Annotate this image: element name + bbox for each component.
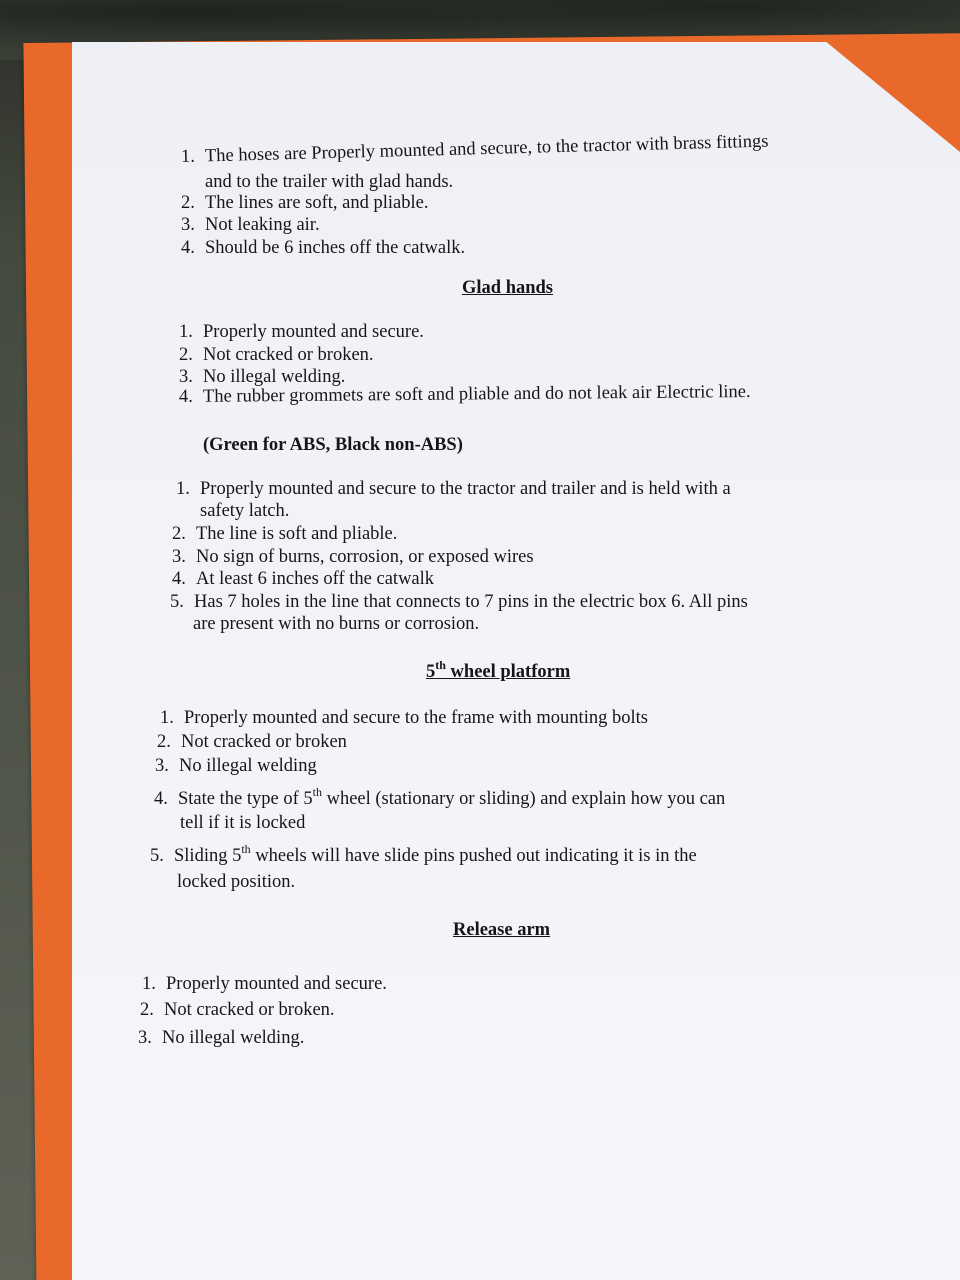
list-item: 1. The hoses are Properly mounted and secure, to the tractor with brass fittings bbox=[180, 131, 769, 167]
fifth-wheel-heading: 5th wheel platform bbox=[426, 658, 571, 682]
list-item: 3. No illegal welding. bbox=[138, 1028, 305, 1048]
list-item-continuation: safety latch. bbox=[200, 501, 290, 521]
list-item-continuation: and to the trailer with glad hands. bbox=[205, 172, 454, 192]
list-item: 1. Properly mounted and secure to the frame with mounting bolts bbox=[160, 708, 648, 728]
list-item: 5. Sliding 5th wheels will have slide pins pushed out indicating it is in the bbox=[150, 842, 697, 866]
list-item-continuation: tell if it is locked bbox=[180, 813, 306, 833]
list-item: 3. No sign of burns, corrosion, or exposed wires bbox=[172, 547, 534, 567]
list-item: 2. Not cracked or broken. bbox=[140, 1000, 335, 1020]
list-item: 1. Properly mounted and secure. bbox=[142, 974, 387, 994]
list-item: 2. Not cracked or broken bbox=[157, 732, 347, 752]
list-item: 3. No illegal welding. bbox=[179, 367, 346, 387]
list-item: 4. State the type of 5th wheel (stationary or sliding) and explain how you can bbox=[154, 785, 726, 809]
list-item: 2. Not cracked or broken. bbox=[179, 345, 374, 365]
electric-line-subheading: (Green for ABS, Black non-ABS) bbox=[203, 435, 463, 455]
list-item: 4. The rubber grommets are soft and pliable and do not leak air Electric line. bbox=[178, 382, 751, 407]
list-item-continuation: are present with no burns or corrosion. bbox=[193, 614, 480, 634]
list-item-continuation: locked position. bbox=[177, 872, 296, 892]
list-item: 4. Should be 6 inches off the catwalk. bbox=[181, 238, 466, 258]
list-item: 1. Properly mounted and secure to the tractor and trailer and is held with a bbox=[176, 479, 731, 499]
list-item: 1. Properly mounted and secure. bbox=[179, 322, 424, 342]
list-item: 3. No illegal welding bbox=[155, 756, 317, 776]
list-item: 4. At least 6 inches off the catwalk bbox=[172, 569, 435, 589]
list-item: 5. Has 7 holes in the line that connects to 7 pins in the electric box 6. All pins bbox=[170, 592, 748, 612]
list-item: 2. The line is soft and pliable. bbox=[172, 524, 398, 544]
glad-hands-heading: Glad hands bbox=[462, 278, 554, 298]
release-arm-heading: Release arm bbox=[453, 920, 551, 940]
list-item: 2. The lines are soft, and pliable. bbox=[181, 193, 429, 213]
list-item: 3. Not leaking air. bbox=[181, 215, 320, 235]
